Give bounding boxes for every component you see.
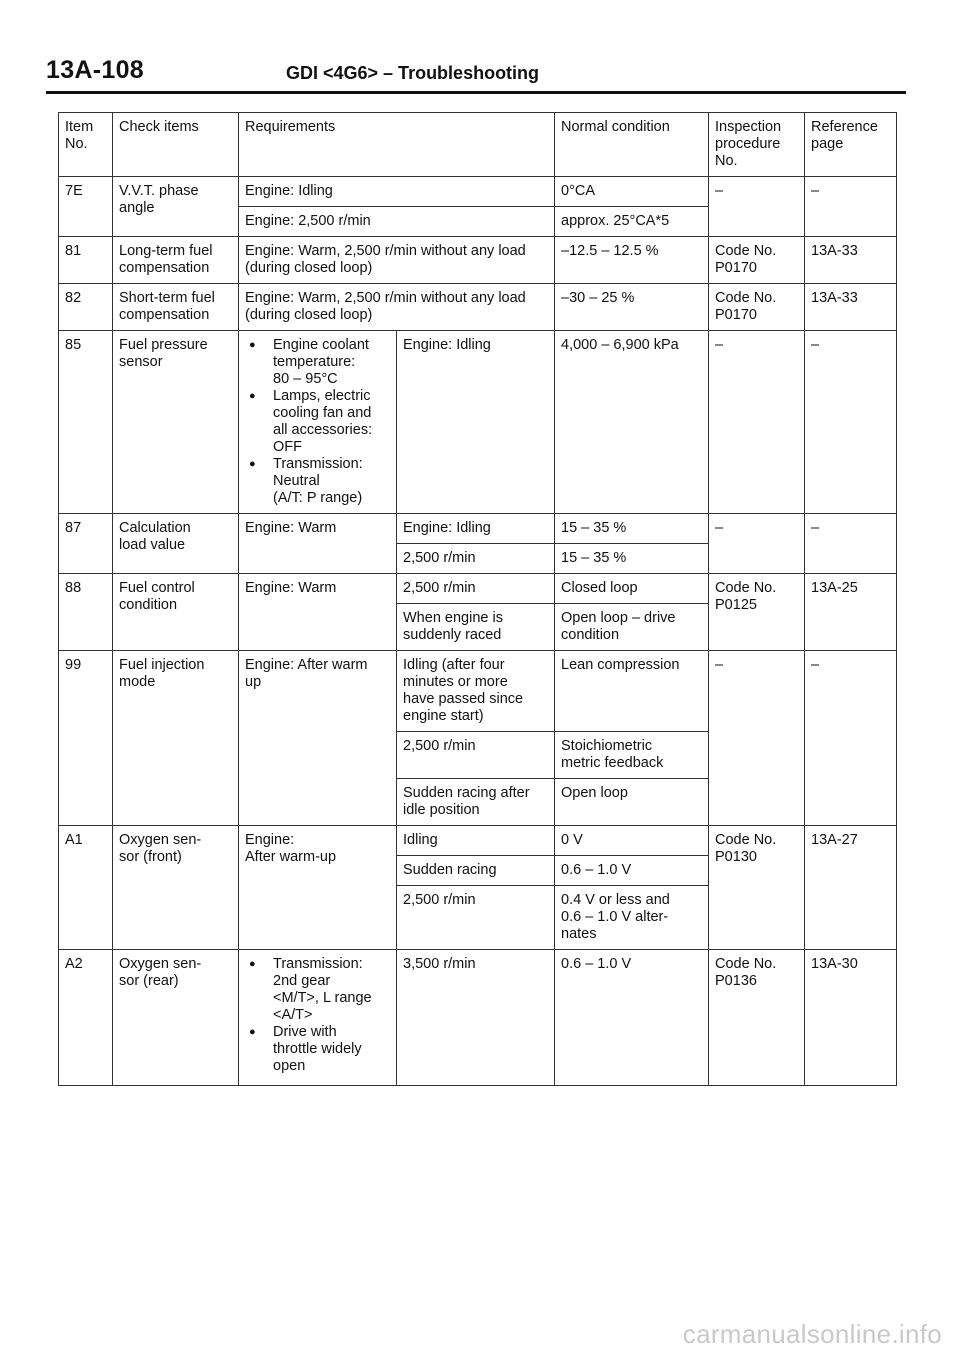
table-row xyxy=(59,574,897,604)
inspection-procedure: Code No. P0136 xyxy=(709,950,805,1086)
normal-condition: Open loop xyxy=(555,779,709,826)
requirement: Engine: Idling xyxy=(397,514,555,544)
requirement: Idling (after four minutes or more have passed since engine start) xyxy=(397,651,555,732)
reference-page: 13A-30 xyxy=(805,950,897,1086)
requirement: Engine: Idling xyxy=(239,177,555,207)
column-header-inspection-procedure: Inspection procedure No. xyxy=(709,113,805,177)
normal-condition: 0.6 – 1.0 V xyxy=(555,856,709,886)
requirement-conditions xyxy=(239,331,397,514)
condition-item: ● Drive with throttle widely open xyxy=(245,1024,391,1075)
table-row xyxy=(59,331,897,514)
check-item: Short-term fuel compensation xyxy=(113,284,239,331)
page-title: GDI <4G6> – Troubleshooting xyxy=(286,63,540,83)
condition-item: ● Transmission: 2nd gear <M/T>, L range <A/T> xyxy=(245,956,391,1024)
check-item: Oxygen sen- sor (rear) xyxy=(113,950,239,1086)
requirement: Idling xyxy=(397,826,555,856)
reference-page: – xyxy=(805,651,897,826)
item-no: 87 xyxy=(59,514,113,574)
normal-condition: 0°CA xyxy=(555,177,709,207)
check-item: Fuel injection mode xyxy=(113,651,239,826)
item-no: 81 xyxy=(59,237,113,284)
normal-condition: 15 – 35 % xyxy=(555,544,709,574)
condition-item: ● Transmission: Neutral (A/T: P range) xyxy=(245,456,391,507)
reference-page: – xyxy=(805,514,897,574)
requirement: 2,500 r/min xyxy=(397,574,555,604)
inspection-procedure: Code No. P0130 xyxy=(709,826,805,950)
normal-condition: approx. 25°CA*5 xyxy=(555,207,709,237)
check-item: Calculation load value xyxy=(113,514,239,574)
inspection-procedure: – xyxy=(709,177,805,237)
check-item: Fuel control condition xyxy=(113,574,239,651)
condition-list xyxy=(245,337,391,507)
page-number: 13A-108 xyxy=(46,56,144,84)
column-header-requirements: Requirements xyxy=(239,113,555,177)
requirement: Engine: Warm, 2,500 r/min without any load (during closed loop) xyxy=(239,284,555,331)
table-row xyxy=(59,284,897,331)
watermark: carmanualsonline.info xyxy=(682,1319,942,1349)
inspection-procedure: – xyxy=(709,331,805,514)
normal-condition: 0.4 V or less and 0.6 – 1.0 V alter- nates xyxy=(555,886,709,950)
reference-page: 13A-33 xyxy=(805,237,897,284)
check-item: Long-term fuel compensation xyxy=(113,237,239,284)
condition-item: ● Lamps, electric cooling fan and all accessories: OFF xyxy=(245,388,391,456)
item-no: A1 xyxy=(59,826,113,950)
normal-condition: Closed loop xyxy=(555,574,709,604)
column-header-check-items: Check items xyxy=(113,113,239,177)
item-no: 7E xyxy=(59,177,113,237)
requirement: Engine: Warm xyxy=(239,574,397,651)
page-header xyxy=(46,56,906,92)
normal-condition: –12.5 – 12.5 % xyxy=(555,237,709,284)
inspection-procedure: – xyxy=(709,514,805,574)
table-row xyxy=(59,237,897,284)
requirement: 2,500 r/min xyxy=(397,886,555,950)
table-header-row xyxy=(59,113,897,177)
normal-condition: Open loop – drive condition xyxy=(555,604,709,651)
normal-condition: –30 – 25 % xyxy=(555,284,709,331)
requirement: When engine is suddenly raced xyxy=(397,604,555,651)
inspection-procedure: Code No. P0170 xyxy=(709,237,805,284)
requirement: Engine: After warm up xyxy=(239,651,397,826)
reference-page: 13A-27 xyxy=(805,826,897,950)
requirement: Engine: After warm-up xyxy=(239,826,397,950)
requirement: 2,500 r/min xyxy=(397,544,555,574)
inspection-procedure: Code No. P0125 xyxy=(709,574,805,651)
normal-condition: Lean compression xyxy=(555,651,709,732)
requirement: Sudden racing after idle position xyxy=(397,779,555,826)
requirement: Engine: Warm xyxy=(239,514,397,574)
normal-condition: Stoichiometric metric feedback xyxy=(555,732,709,779)
inspection-procedure: – xyxy=(709,651,805,826)
reference-page: – xyxy=(805,177,897,237)
normal-condition: 0 V xyxy=(555,826,709,856)
column-header-normal-condition: Normal condition xyxy=(555,113,709,177)
table-row xyxy=(59,826,897,856)
requirement: Sudden racing xyxy=(397,856,555,886)
condition-item: ● Engine coolant temperature: 80 – 95°C xyxy=(245,337,391,388)
item-no: A2 xyxy=(59,950,113,1086)
inspection-procedure: Code No. P0170 xyxy=(709,284,805,331)
normal-condition: 0.6 – 1.0 V xyxy=(555,950,709,1086)
item-no: 85 xyxy=(59,331,113,514)
item-no: 99 xyxy=(59,651,113,826)
normal-condition: 4,000 – 6,900 kPa xyxy=(555,331,709,514)
requirement: 2,500 r/min xyxy=(397,732,555,779)
table-row xyxy=(59,950,897,1086)
condition-list xyxy=(245,956,391,1075)
item-no: 88 xyxy=(59,574,113,651)
table-row xyxy=(59,651,897,732)
table-row xyxy=(59,514,897,544)
item-no: 82 xyxy=(59,284,113,331)
header-rule xyxy=(46,91,906,94)
requirement: Engine: Warm, 2,500 r/min without any load (during closed loop) xyxy=(239,237,555,284)
requirement: 3,500 r/min xyxy=(397,950,555,1086)
column-header-reference-page: Reference page xyxy=(805,113,897,177)
reference-page: – xyxy=(805,331,897,514)
requirement-conditions xyxy=(239,950,397,1086)
requirement: Engine: 2,500 r/min xyxy=(239,207,555,237)
check-item: Fuel pressure sensor xyxy=(113,331,239,514)
column-header-item-no: Item No. xyxy=(59,113,113,177)
normal-condition: 15 – 35 % xyxy=(555,514,709,544)
troubleshooting-table xyxy=(58,112,897,1086)
reference-page: 13A-25 xyxy=(805,574,897,651)
check-item: V.V.T. phase angle xyxy=(113,177,239,237)
reference-page: 13A-33 xyxy=(805,284,897,331)
check-item: Oxygen sen- sor (front) xyxy=(113,826,239,950)
requirement: Engine: Idling xyxy=(397,331,555,514)
table-row xyxy=(59,177,897,207)
